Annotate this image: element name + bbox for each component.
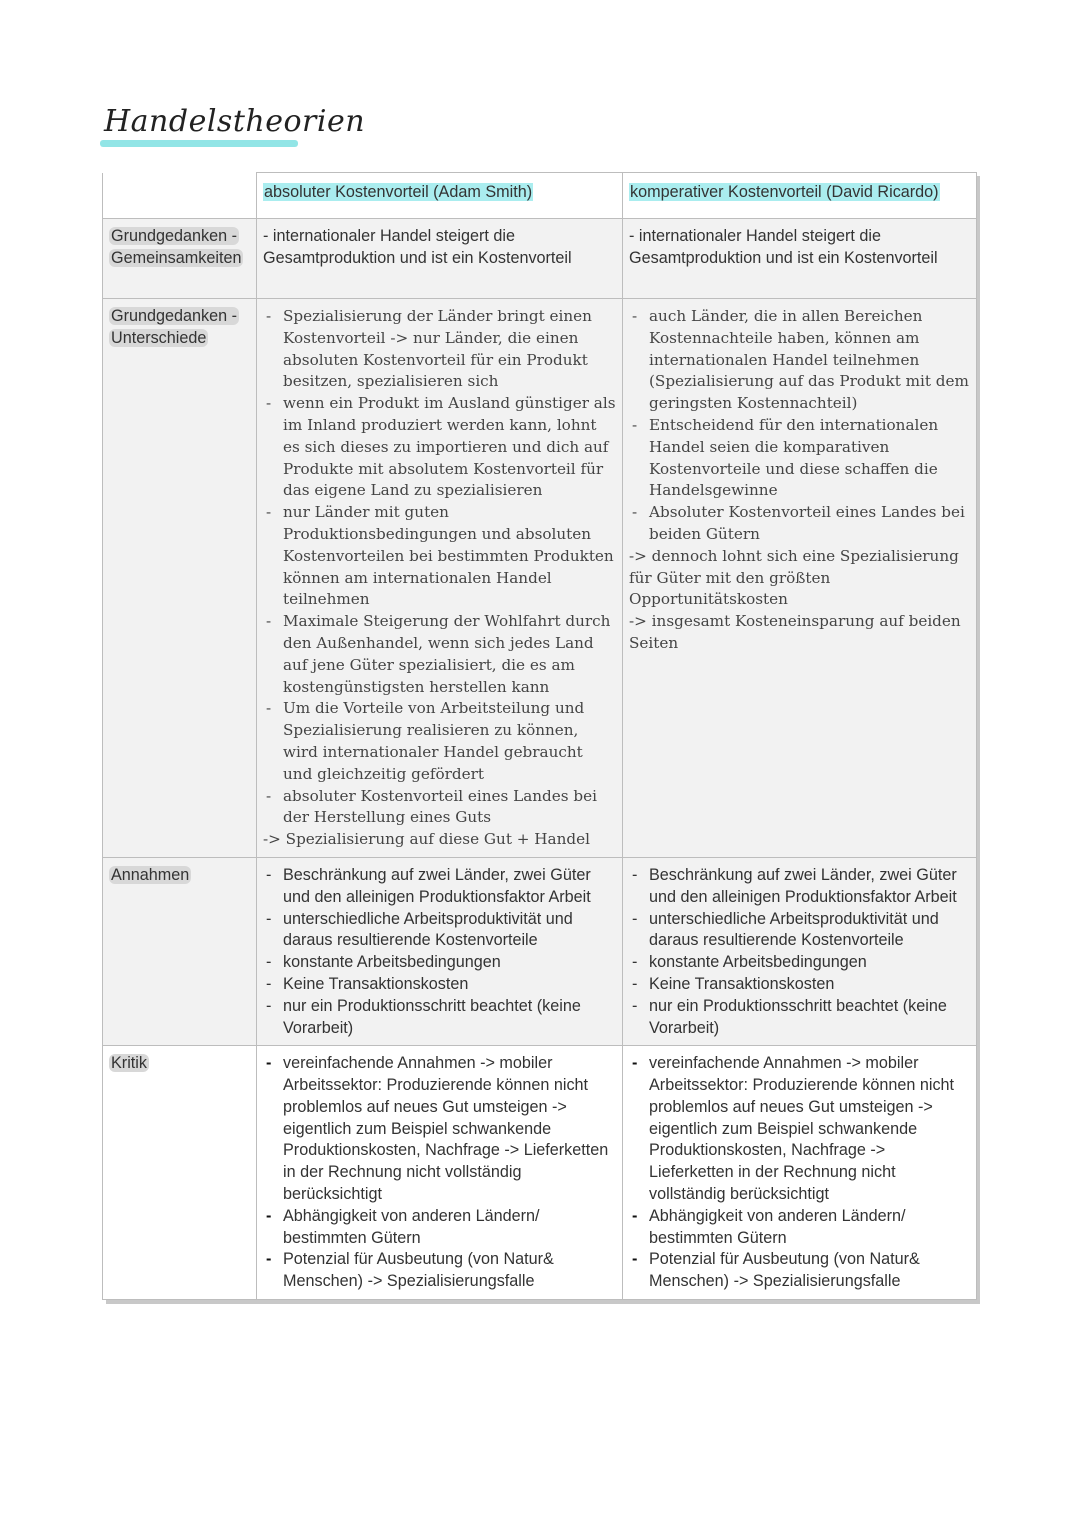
header-empty-cell	[103, 173, 257, 219]
list-item: - konstante Arbeitsbedingungen	[263, 952, 616, 974]
row-label-cell	[103, 857, 257, 1045]
row-label: Grundgedanken - Gemeinsamkeiten	[111, 227, 242, 267]
list-item: - Abhängigkeit von anderen Ländern/ bestimmten Gütern	[629, 1206, 970, 1250]
table-row	[103, 857, 977, 1045]
table-cell	[257, 299, 623, 858]
list-item: - Potenzial für Ausbeutung (von Natur& Menschen) -> Spezialisierungsfalle	[263, 1249, 616, 1293]
list-item: - absoluter Kostenvorteil eines Landes bei der Herstellung eines Guts	[263, 786, 616, 830]
list-item: - vereinfachende Annahmen -> mobiler Arbeitssektor: Produzierende können nicht problemlos auf neues Gut umsteigen -> eigentlich zum Beispiel schwankende Produktionskosten, Nachfrage -> Lieferketten in der Rechnung nicht vollständig berücksichtigt	[629, 1053, 970, 1206]
list-item: - unterschiedliche Arbeitsproduktivität und daraus resultierende Kostenvorteile	[263, 909, 616, 953]
table-row	[103, 299, 977, 858]
list-item: - vereinfachende Annahmen -> mobiler Arbeitssektor: Produzierende können nicht problemlos auf neues Gut umsteigen -> eigentlich zum Beispiel schwankende Produktionskosten, Nachfrage -> Lieferketten in der Rechnung nicht vollständig berücksichtigt	[263, 1053, 616, 1206]
header-label: komperativer Kostenvorteil (David Ricardo)	[630, 183, 939, 201]
row-label: Annahmen	[111, 865, 190, 884]
table-row	[103, 1046, 977, 1300]
list-item: - wenn ein Produkt im Ausland günstiger als im Inland produziert werden kann, lohnt es sich dieses zu importieren und dich auf Produkte mit absolutem Kostenvorteil für das eigene Land zu spezialisieren	[263, 393, 616, 502]
list-item: - Maximale Steigerung der Wohlfahrt durch den Außenhandel, wenn sich jedes Land auf jene Güter spezialisiert, die es am kostengünstigsten herstellen kann	[263, 611, 616, 698]
list-item: - auch Länder, die in allen Bereichen Kostennachteile haben, können am internationalen Handel teilnehmen (Spezialisierung auf das Produkt mit dem geringsten Kostennachteil)	[629, 306, 970, 415]
row-label: Grundgedanken - Unterschiede	[111, 307, 237, 347]
list-item: - nur ein Produktionsschritt beachtet (keine Vorarbeit)	[263, 996, 616, 1040]
row-label-cell	[103, 219, 257, 299]
table-cell	[257, 219, 623, 299]
row-label-cell	[103, 1046, 257, 1300]
table-header-row	[103, 173, 977, 219]
conclusion-line: -> Spezialisierung auf diese Gut + Handel	[263, 830, 590, 849]
list-item: - Abhängigkeit von anderen Ländern/ bestimmten Gütern	[263, 1206, 616, 1250]
list-item: - Spezialisierung der Länder bringt einen Kostenvorteil -> nur Länder, die einen absoluten Kostenvorteil für ein Produkt besitzen, spezialisieren sich	[263, 306, 616, 393]
table-cell	[623, 857, 977, 1045]
list-item: - Beschränkung auf zwei Länder, zwei Güter und den alleinigen Produktionsfaktor Arbeit	[629, 865, 970, 909]
comparison-table	[102, 172, 976, 1300]
list-item: - Entscheidend für den internationalen Handel seien die komparativen Kostenvorteile und diese schaffen die Handelsgewinne	[629, 415, 970, 502]
list-item: - Absoluter Kostenvorteil eines Landes bei beiden Gütern	[629, 502, 970, 546]
table-row	[103, 219, 977, 299]
list-item: - konstante Arbeitsbedingungen	[629, 952, 970, 974]
list-item: - Um die Vorteile von Arbeitsteilung und Spezialisierung realisieren zu können, wird internationaler Handel gebraucht und gleichzeitig gefördert	[263, 698, 616, 785]
row-label: Kritik	[111, 1054, 147, 1073]
title-highlight	[100, 140, 298, 147]
cell-text: - internationaler Handel steigert die Gesamtproduktion und ist ein Kostenvorteil	[629, 227, 938, 267]
table-cell	[623, 219, 977, 299]
list-item: - Beschränkung auf zwei Länder, zwei Güter und den alleinigen Produktionsfaktor Arbeit	[263, 865, 616, 909]
list-item: - unterschiedliche Arbeitsproduktivität und daraus resultierende Kostenvorteile	[629, 909, 970, 953]
conclusion-line: -> insgesamt Kosteneinsparung auf beiden Seiten	[629, 612, 961, 652]
table-cell	[257, 857, 623, 1045]
list-item: - Potenzial für Ausbeutung (von Natur& Menschen) -> Spezialisierungsfalle	[629, 1249, 970, 1293]
page-title: Handelstheorien	[104, 104, 366, 139]
table-cell	[623, 1046, 977, 1300]
list-item: - nur ein Produktionsschritt beachtet (keine Vorarbeit)	[629, 996, 970, 1040]
table-cell	[623, 299, 977, 858]
header-comparative-advantage	[623, 173, 977, 219]
conclusion-line: -> dennoch lohnt sich eine Spezialisierung für Güter mit den größten Opportunitätskosten	[629, 546, 959, 609]
list-item: - Keine Transaktionskosten	[263, 974, 616, 996]
table-cell	[257, 1046, 623, 1300]
row-label-cell	[103, 299, 257, 858]
list-item: - Keine Transaktionskosten	[629, 974, 970, 996]
cell-text: - internationaler Handel steigert die Gesamtproduktion und ist ein Kostenvorteil	[263, 227, 572, 267]
header-absolute-advantage	[257, 173, 623, 219]
list-item: - nur Länder mit guten Produktionsbedingungen und absoluten Kostenvorteilen bei bestimmten Produkten können am internationalen Handel teilnehmen	[263, 502, 616, 611]
header-label: absoluter Kostenvorteil (Adam Smith)	[264, 183, 533, 201]
